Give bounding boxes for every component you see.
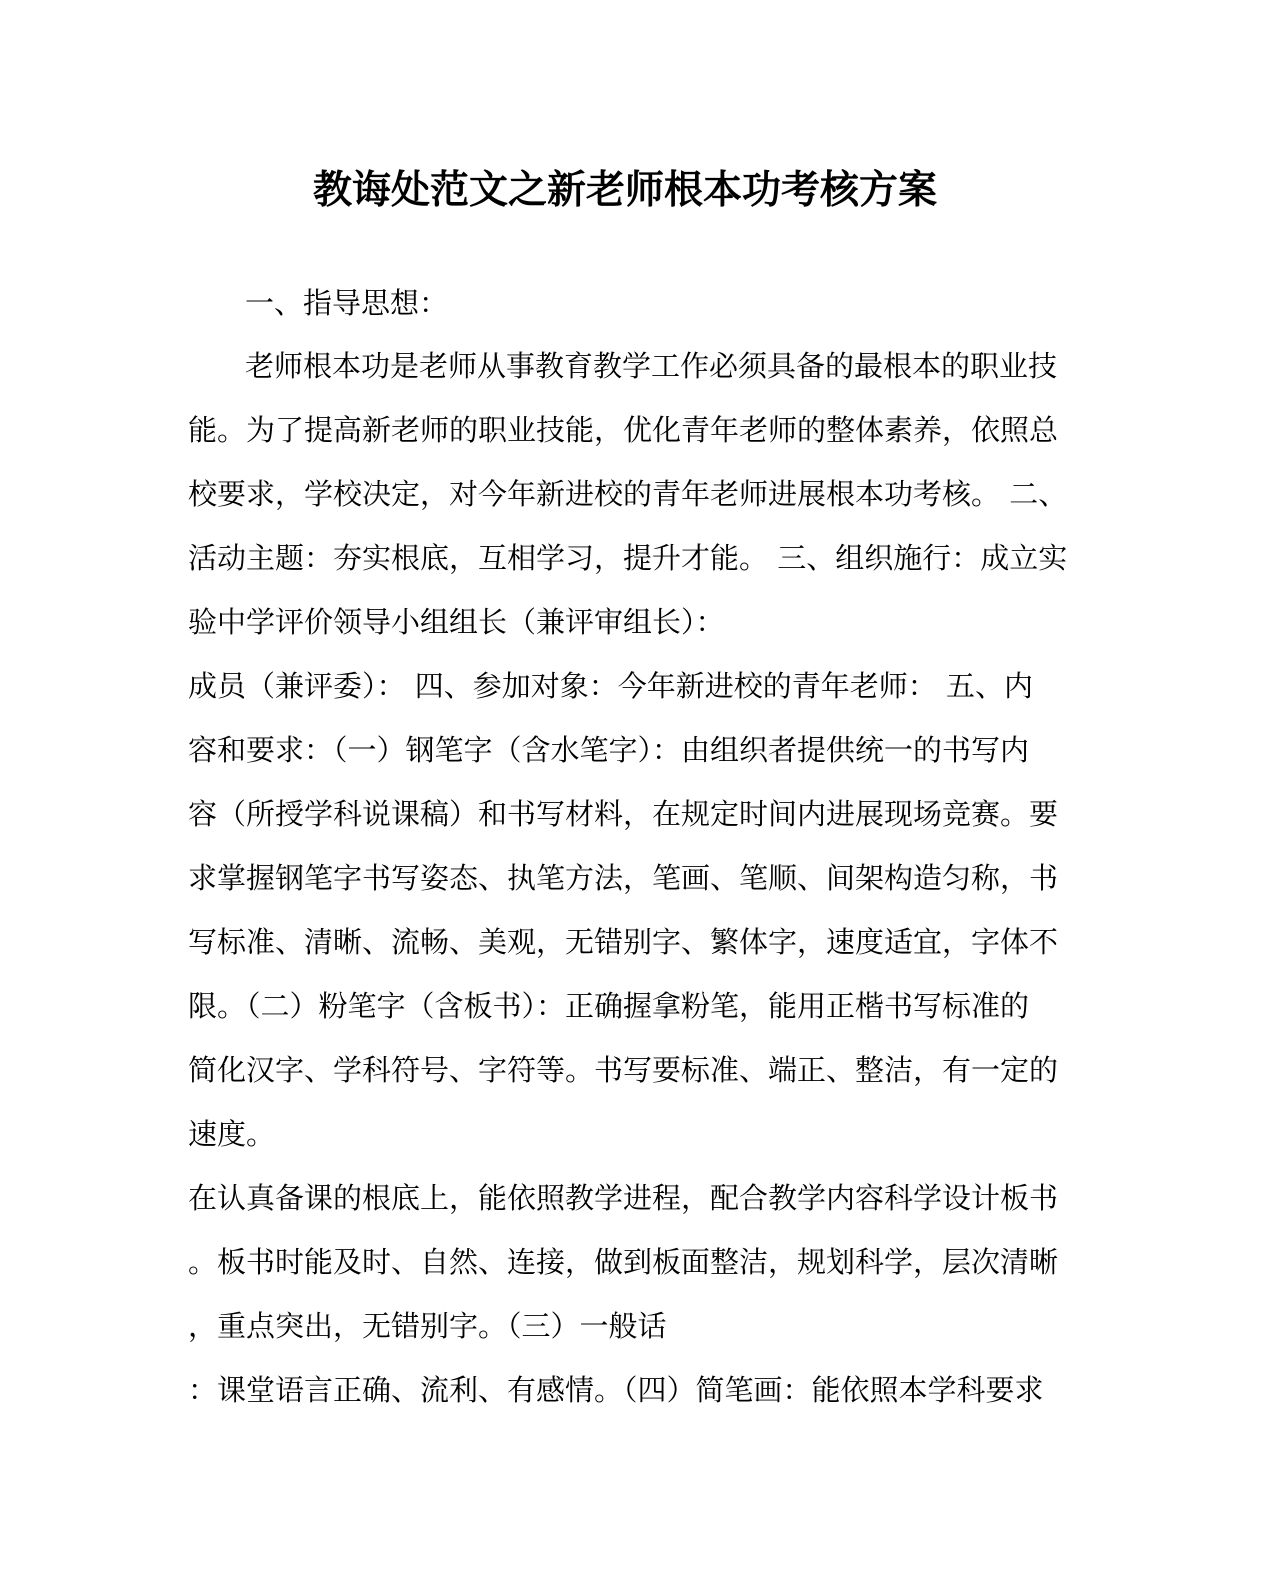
text-line-18: ：课堂语言正确、流利、有感情。（四）简笔画：能依照本学科要求 <box>188 1373 1044 1407</box>
text-line-11: 写标准、清晰、流畅、美观，无错别字、繁体字，速度适宜，字体不 <box>188 925 1059 959</box>
text-line-10: 求掌握钢笔字书写姿态、执笔方法，笔画、笔顺、间架构造匀称，书 <box>188 861 1059 895</box>
text-line-8: 容和要求：（一）钢笔字（含水笔字）：由组织者提供统一的书写内 <box>188 733 1030 767</box>
text-line-14: 速度。 <box>188 1117 276 1151</box>
text-line-9: 容（所授学科说课稿）和书写材料，在规定时间内进展现场竞赛。要 <box>188 797 1059 831</box>
text-line-4: 校要求，学校决定，对今年新进校的青年老师进展根本功考核。 二、 <box>188 477 1068 511</box>
text-line-17: ，重点突出，无错别字。（三）一般话 <box>188 1309 667 1343</box>
text-line-15: 在认真备课的根底上，能依照教学进程，配合教学内容科学设计板书 <box>188 1181 1059 1215</box>
text-line-12: 限。（二）粉笔字（含板书）：正确握拿粉笔，能用正楷书写标准的 <box>188 989 1030 1023</box>
text-line-7: 成员（兼评委）： 四、参加对象：今年新进校的青年老师： 五、内 <box>188 669 1033 703</box>
text-line-16: 。板书时能及时、自然、连接，做到板面整洁，规划科学，层次清晰 <box>188 1245 1059 1279</box>
text-line-5: 活动主题：夯实根底，互相学习，提升才能。 三、组织施行：成立实 <box>188 541 1068 575</box>
text-line-1: 一、指导思想： <box>245 286 449 320</box>
text-line-3: 能。为了提高新老师的职业技能，优化青年老师的整体素养，依照总 <box>188 413 1059 447</box>
text-line-6: 验中学评价领导小组组长（兼评审组长）： <box>188 605 725 639</box>
text-line-2: 老师根本功是老师从事教育教学工作必须具备的最根本的职业技 <box>245 349 1058 383</box>
text-line-13: 简化汉字、学科符号、字符等。书写要标准、端正、整洁，有一定的 <box>188 1053 1059 1087</box>
document-title: 教诲处范文之新老师根本功考核方案 <box>312 167 937 213</box>
